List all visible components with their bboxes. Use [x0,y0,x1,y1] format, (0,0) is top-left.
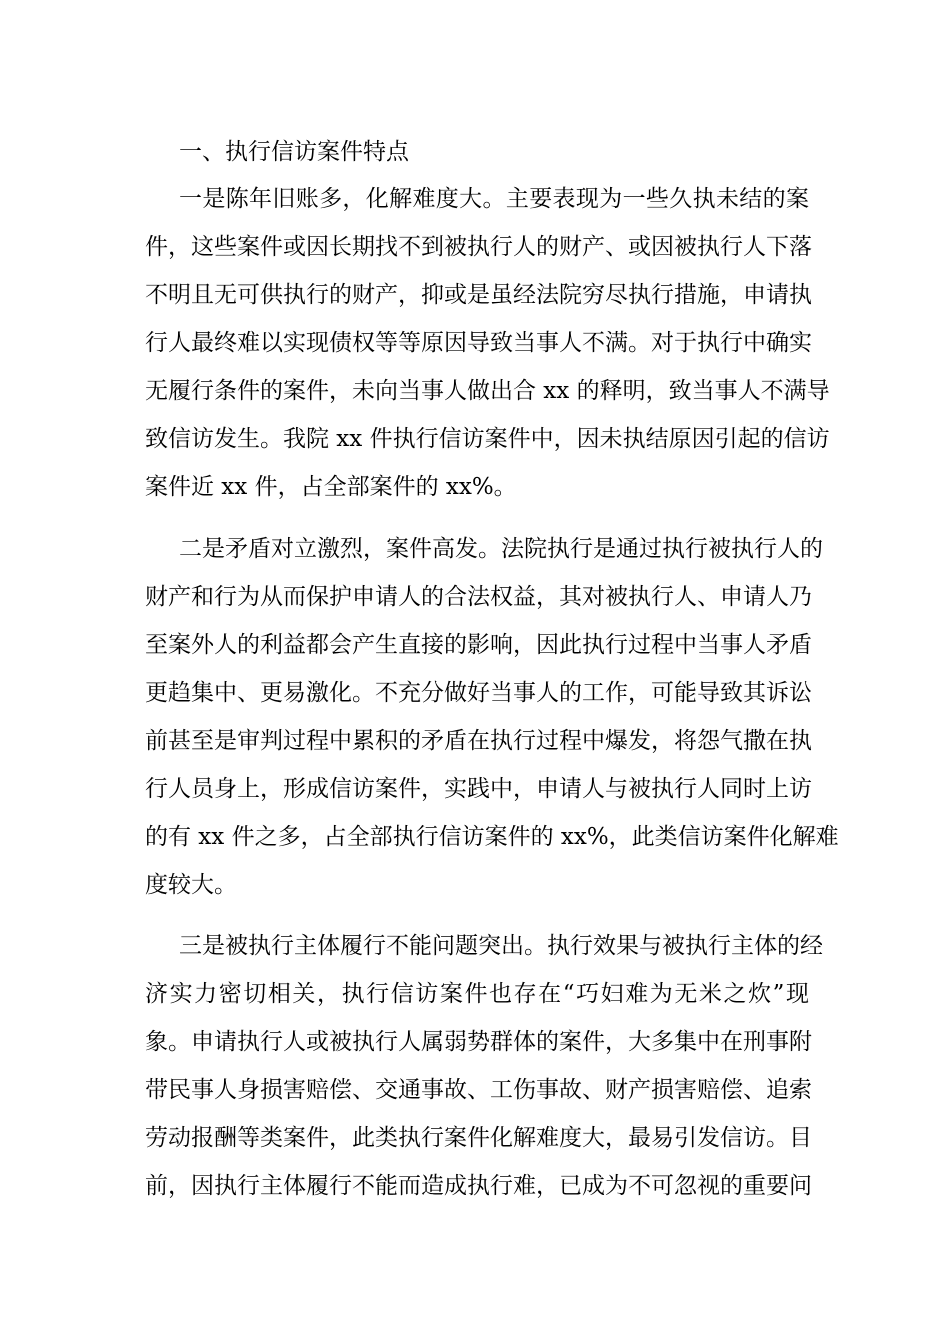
paragraph-1-line-6: 致信访发生。我院 xx 件执行信访案件中，因未执结原因引起的信访 [145,426,830,452]
section-heading: 一、执行信访案件特点 [179,139,409,165]
paragraph-2-line-8: 度较大。 [145,872,237,898]
paragraph-1-line-2: 件，这些案件或因长期找不到被执行人的财产、或因被执行人下落 [145,234,812,260]
paragraph-3-line-5: 劳动报酬等类案件，此类执行案件化解难度大，最易引发信访。目 [145,1125,812,1151]
paragraph-2-line-6: 行人员身上，形成信访案件，实践中，申请人与被执行人同时上访 [145,776,812,802]
paragraph-2-line-2: 财产和行为从而保护申请人的合法权益，其对被执行人、申请人乃 [145,584,812,610]
paragraph-3-line-4: 带民事人身损害赔偿、交通事故、工伤事故、财产损害赔偿、追索 [145,1077,812,1103]
paragraph-1-line-5: 无履行条件的案件，未向当事人做出合 xx 的释明，致当事人不满导 [145,378,830,404]
paragraph-1-line-4: 行人最终难以实现债权等等原因导致当事人不满。对于执行中确实 [145,330,812,356]
paragraph-2-line-1: 二是矛盾对立激烈，案件高发。法院执行是通过执行被执行人的 [179,536,823,562]
paragraph-1-line-3: 不明且无可供执行的财产，抑或是虽经法院穷尽执行措施，申请执 [145,282,812,308]
paragraph-2-line-5: 前甚至是审判过程中累积的矛盾在执行过程中爆发，将怨气撒在执 [145,728,812,754]
paragraph-1-line-7: 案件近 xx 件，占全部案件的 xx%。 [145,474,517,500]
paragraph-3-line-2: 济实力密切相关，执行信访案件也存在“巧妇难为无米之炊”现 [145,981,809,1007]
paragraph-2-line-3: 至案外人的利益都会产生直接的影响，因此执行过程中当事人矛盾 [145,632,812,658]
paragraph-3-line-6: 前，因执行主体履行不能而造成执行难，已成为不可忽视的重要问 [145,1173,812,1199]
paragraph-3-line-1: 三是被执行主体履行不能问题突出。执行效果与被执行主体的经 [179,933,823,959]
paragraph-2-line-4: 更趋集中、更易激化。不充分做好当事人的工作，可能导致其诉讼 [145,680,812,706]
paragraph-1-line-1: 一是陈年旧账多，化解难度大。主要表现为一些久执未结的案 [179,186,809,212]
paragraph-2-line-7: 的有 xx 件之多，占全部执行信访案件的 xx%，此类信访案件化解难 [145,824,839,850]
paragraph-3-line-3: 象。申请执行人或被执行人属弱势群体的案件，大多集中在刑事附 [145,1029,812,1055]
